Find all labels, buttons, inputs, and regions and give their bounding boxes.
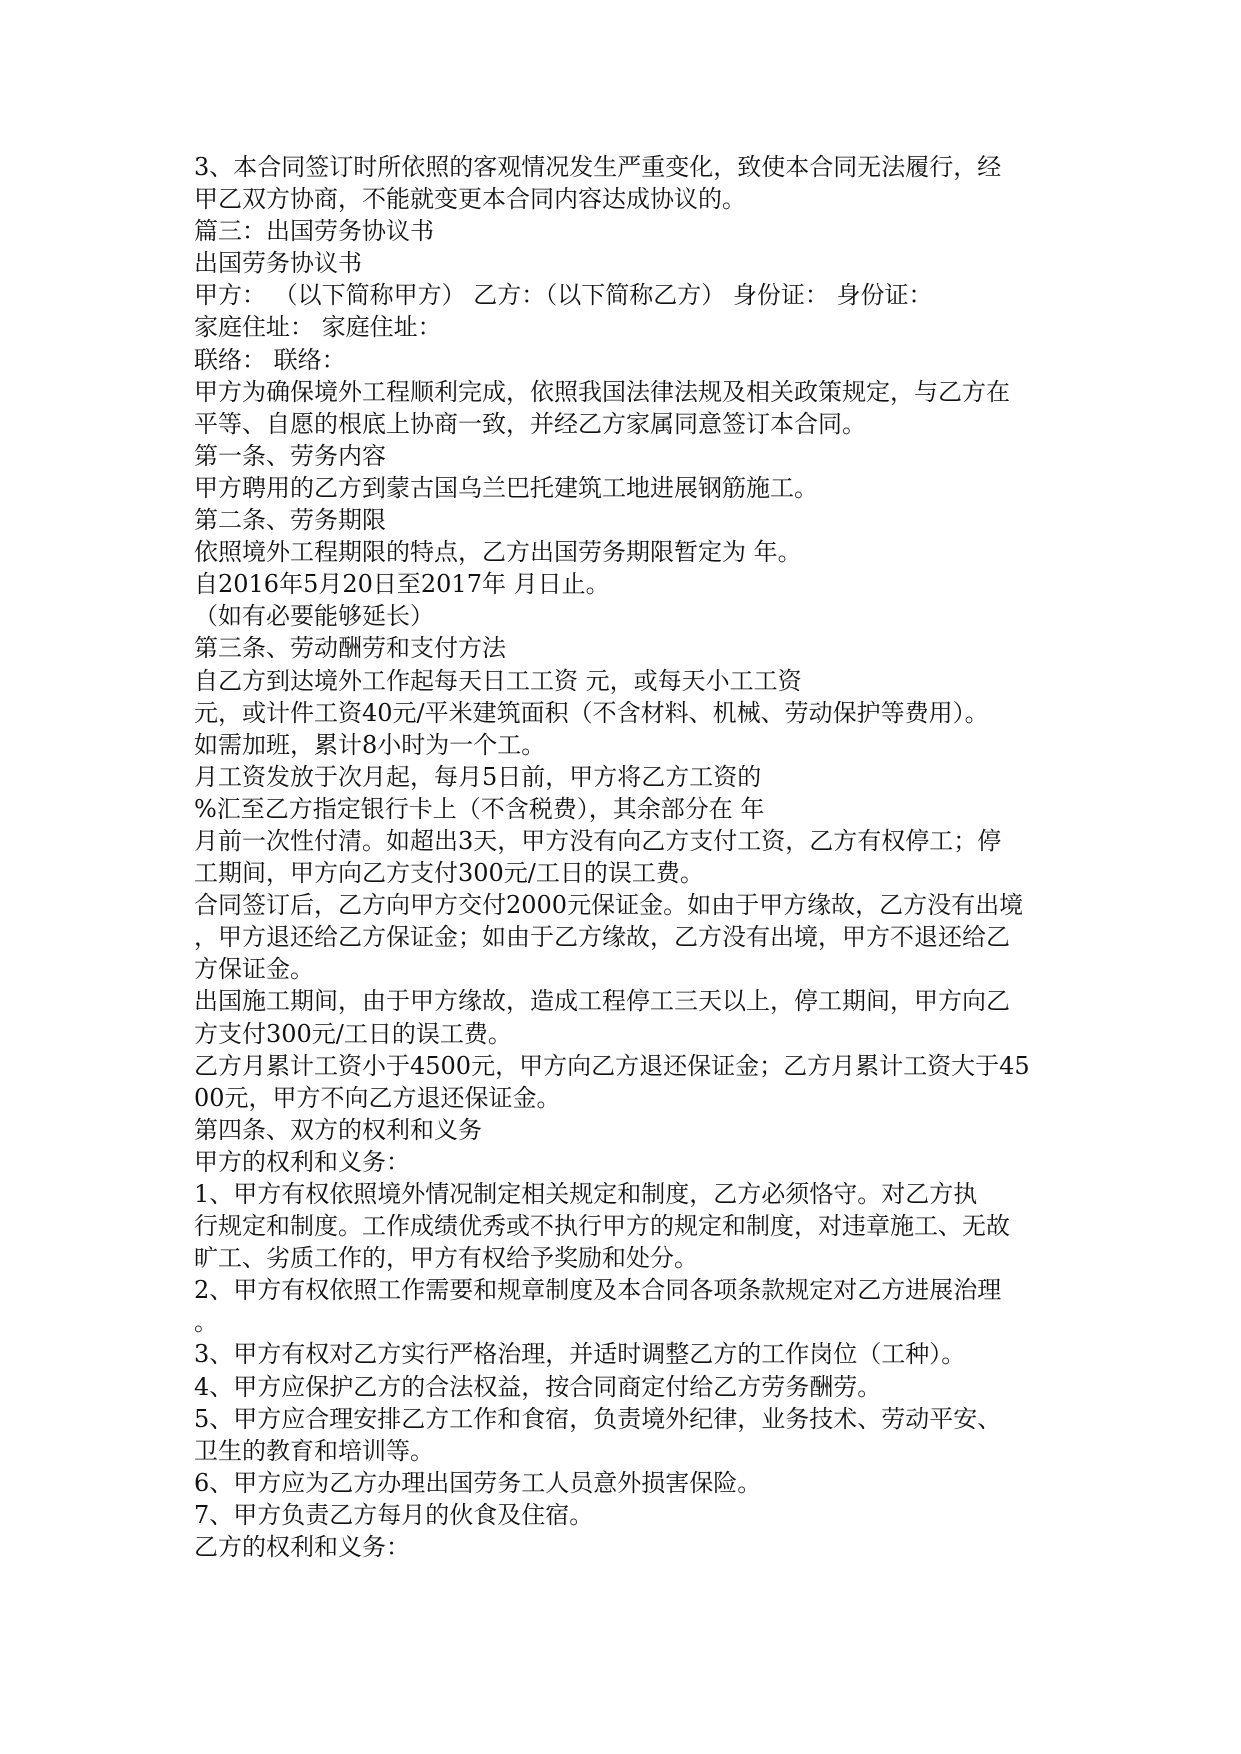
text-line: 出国施工期间，由于甲方缘故，造成工程停工三天以上，停工期间，甲方向乙	[194, 987, 1010, 1016]
text-line: 平等、自愿的根底上协商一致，并经乙方家属同意签订本合同。	[194, 409, 866, 438]
address-line: 家庭住址： 家庭住址：	[194, 313, 442, 342]
text-line: 元，或计件工资40元/平米建筑面积（不含材料、机械、劳动保护等费用）。	[194, 698, 989, 727]
clause-heading: 第二条、劳务期限	[194, 506, 386, 535]
text-line: 行规定和制度。工作成绩优秀或不执行甲方的规定和制度，对违章施工、无故	[194, 1212, 1010, 1241]
text-line: 乙方月累计工资小于4500元，甲方向乙方退还保证金；乙方月累计工资大于45	[194, 1051, 1030, 1080]
text-line: 月前一次性付清。如超出3天，甲方没有向乙方支付工资，乙方有权停工；停	[194, 826, 1002, 855]
text-line: 甲方聘用的乙方到蒙古国乌兰巴托建筑工地进展钢筋施工。	[194, 473, 818, 502]
document-title: 出国劳务协议书	[194, 249, 362, 278]
text-line: 3、本合同签订时所依照的客观情况发生严重变化，致使本合同无法履行，经	[194, 153, 1002, 181]
list-item: 2、甲方有权依照工作需要和规章制度及本合同各项条款规定对乙方进展治理	[194, 1276, 1002, 1305]
text-line: 自2016年5月20日至2017年 月日止。	[194, 570, 610, 599]
text-line: 甲方为确保境外工程顺利完成，依照我国法律法规及相关政策规定，与乙方在	[194, 377, 1010, 406]
list-item: 4、甲方应保护乙方的合法权益，按合同商定付给乙方劳务酬劳。	[194, 1372, 882, 1401]
text-line: 方保证金。	[194, 955, 314, 984]
text-line: 自乙方到达境外工作起每天日工工资 元，或每天小工工资	[194, 666, 802, 695]
text-line: 月工资发放于次月起，每月5日前，甲方将乙方工资的	[194, 762, 762, 791]
subsection-heading: 甲方的权利和义务：	[194, 1147, 410, 1176]
text-line: 合同签订后，乙方向甲方交付2000元保证金。如由于甲方缘故，乙方没有出境	[194, 891, 1024, 920]
clause-heading: 第四条、双方的权利和义务	[194, 1115, 482, 1144]
list-item: 5、甲方应合理安排乙方工作和食宿，负责境外纪律，业务技术、劳动平安、	[194, 1404, 1002, 1433]
subsection-heading: 乙方的权利和义务：	[194, 1533, 410, 1562]
text-line: 卫生的教育和培训等。	[194, 1436, 434, 1465]
text-line: ，甲方退还给乙方保证金；如由于乙方缘故，乙方没有出境，甲方不退还给乙	[194, 923, 1010, 952]
text-line: 旷工、劣质工作的，甲方有权给予奖励和处分。	[194, 1244, 698, 1273]
text-line: 依照境外工程期限的特点，乙方出国劳务期限暂定为 年。	[194, 538, 802, 567]
text-line: 如需加班，累计8小时为一个工。	[194, 730, 546, 759]
list-item: 6、甲方应为乙方办理出国劳务工人员意外损害保险。	[194, 1468, 762, 1497]
list-item: 7、甲方负责乙方每月的伙食及住宿。	[194, 1500, 594, 1529]
contact-line: 联络： 联络：	[194, 345, 346, 374]
list-item: 1、甲方有权依照境外情况制定相关规定和制度，乙方必须恪守。对乙方执	[194, 1180, 978, 1208]
clause-heading: 第三条、劳动酬劳和支付方法	[194, 634, 506, 663]
text-line: %汇至乙方指定银行卡上（不含税费），其余部分在 年	[194, 794, 765, 823]
parties-line: 甲方： （以下简称甲方） 乙方：（以下简称乙方） 身份证： 身份证：	[194, 281, 933, 310]
text-line: 方支付300元/工日的误工费。	[194, 1019, 512, 1048]
text-line: 。	[194, 1308, 218, 1337]
text-line: 工期间，甲方向乙方支付300元/工日的误工费。	[194, 859, 704, 888]
text-line: 00元，甲方不向乙方退还保证金。	[194, 1083, 561, 1112]
list-item: 3、甲方有权对乙方实行严格治理，并适时调整乙方的工作岗位（工种）。	[194, 1340, 966, 1369]
section-heading: 篇三：出国劳务协议书	[194, 217, 434, 246]
clause-heading: 第一条、劳务内容	[194, 441, 386, 470]
text-line: 甲乙双方协商，不能就变更本合同内容达成协议的。	[194, 185, 746, 214]
text-line: （如有必要能够延长）	[194, 602, 434, 631]
document-body	[194, 151, 1054, 1563]
